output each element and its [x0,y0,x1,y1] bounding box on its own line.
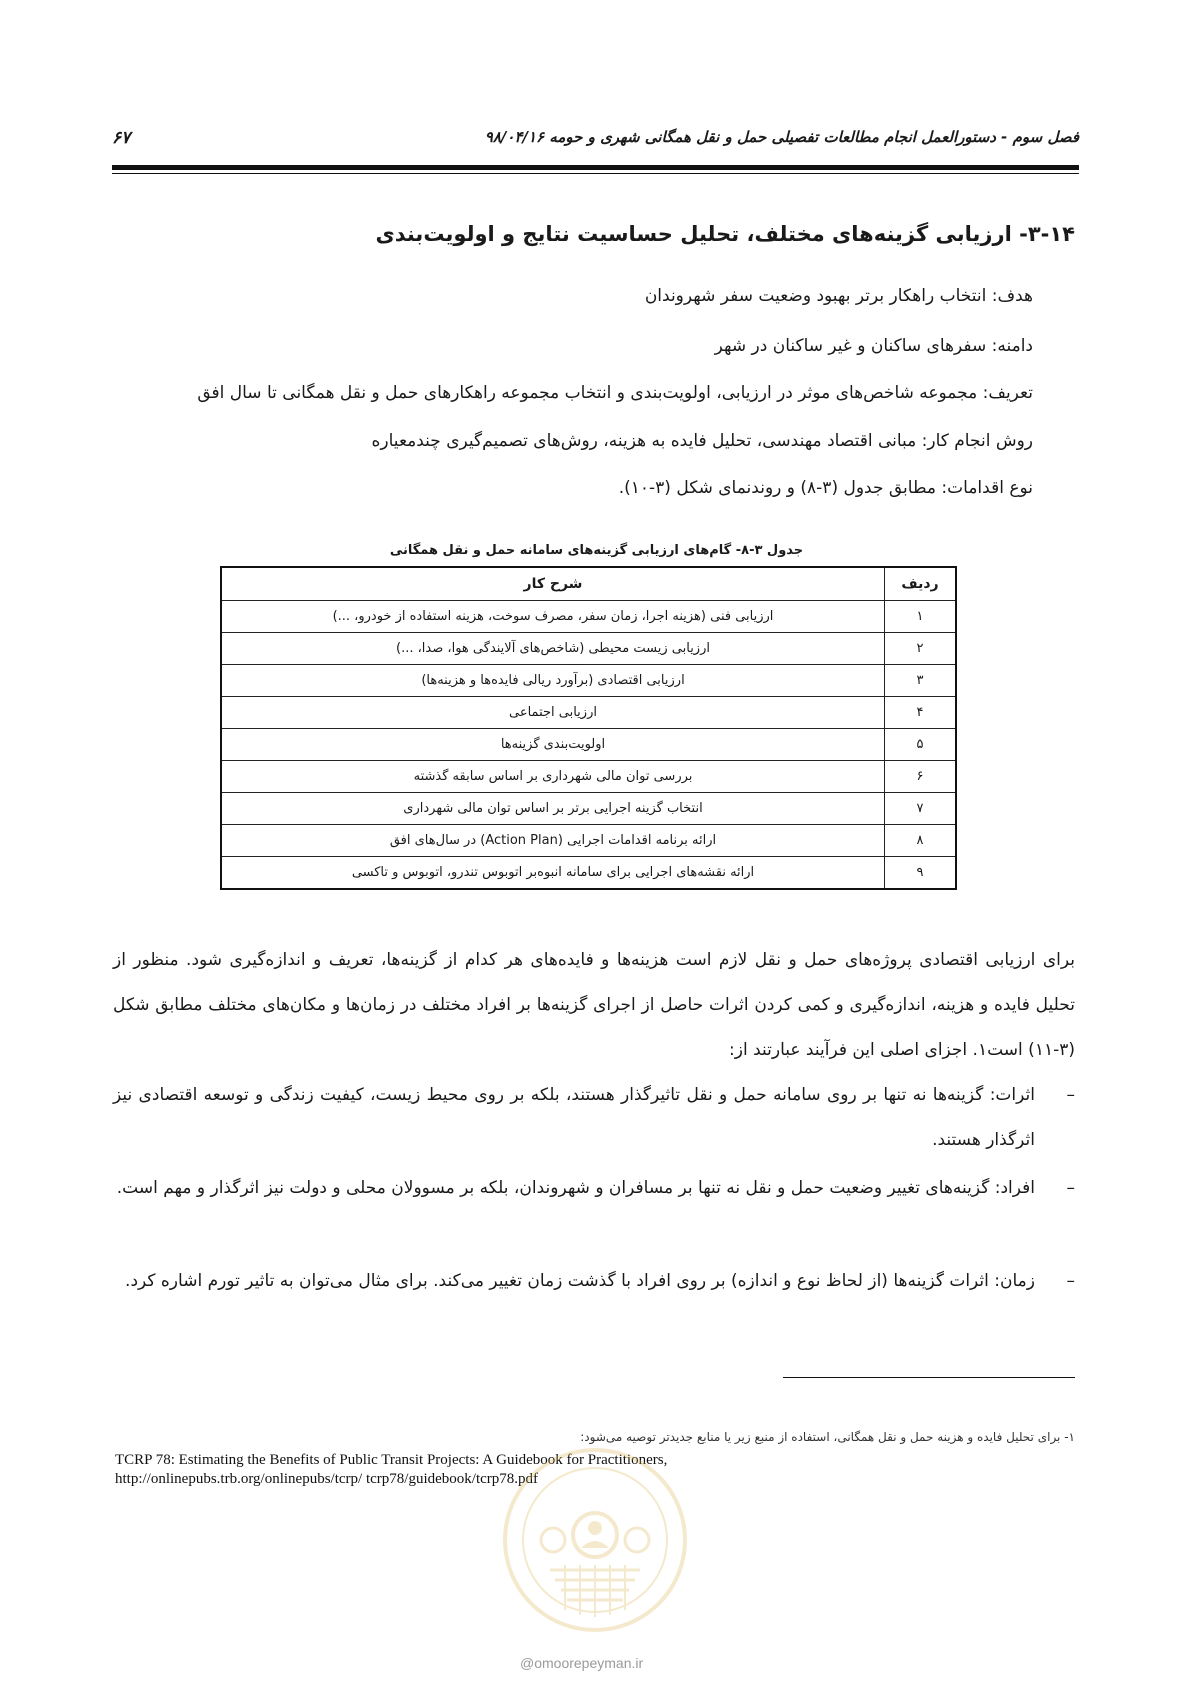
row-number: ۸ [885,825,956,857]
row-number: ۵ [885,729,956,761]
watermark-seal-icon [495,1440,695,1640]
list-item [113,1259,1075,1304]
row-description: اولویت‌بندی گزینه‌ها [222,729,885,761]
bullet-text: افراد: گزینه‌های تغییر وضعیت حمل و نقل نه تنها بر مسافران و شهروندان، بلکه بر مسوولان محلی و دولت نیز اثرگذار و مهم است. [116,1178,1035,1198]
list-item [113,1073,1075,1163]
watermark-text: @omoorepeyman.ir [520,1655,644,1671]
row-number: ۱ [885,601,956,633]
steps-table [221,567,956,889]
table-header-row [222,568,956,601]
definition-definition: تعریف: مجموعه شاخص‌های موثر در ارزیابی، اولویت‌بندی و انتخاب مجموعه راهکارهای حمل و نقل همگانی تا سال افق [197,383,1033,403]
header-rule-thick [112,165,1079,170]
header-description: شرح کار [222,568,885,601]
table-caption: جدول ۳-۸- گام‌های ارزیابی گزینه‌های سامانه حمل و نقل همگانی [389,543,804,558]
table-row [222,761,956,793]
table-row [222,633,956,665]
row-description: انتخاب گزینه اجرایی برتر بر اساس توان مالی شهرداری [222,793,885,825]
bullet-marker: – [1066,1178,1075,1198]
footnote-url: http://onlinepubs.trb.org/onlinepubs/tcrp/ tcrp78/guidebook/tcrp78.pdf [115,1471,539,1487]
row-number: ۷ [885,793,956,825]
definition-goal: هدف: انتخاب راهکار برتر بهبود وضعیت سفر شهروندان [644,286,1033,306]
bullet-marker: – [1066,1085,1075,1105]
row-number: ۴ [885,697,956,729]
bullet-text: زمان: اثرات گزینه‌ها (از لحاظ نوع و اندازه) بر روی افراد با گذشت زمان تغییر می‌کند. برای مثال می‌توان به تاثیر تورم اشاره کرد. [125,1271,1035,1291]
footnote-rule [783,1377,1075,1378]
definition-method: روش انجام کار: مبانی اقتصاد مهندسی، تحلیل فایده به هزینه، روش‌های تصمیم‌گیری چندمعیاره [371,431,1033,451]
row-description: ارائه نقشه‌های اجرایی برای سامانه انبوه‌بر اتوبوس تندرو، اتوبوس و تاکسی [222,857,885,889]
table-row [222,729,956,761]
row-description: ارزیابی فنی (هزینه اجرا، زمان سفر، مصرف سوخت، هزینه استفاده از خودرو، ...) [222,601,885,633]
section-heading: ۳-۱۴- ارزیابی گزینه‌های مختلف، تحلیل حساسیت نتایج و اولویت‌بندی [375,222,1075,246]
row-description: ارزیابی اقتصادی (برآورد ریالی فایده‌ها و هزینه‌ها) [222,665,885,697]
running-header [112,128,1079,154]
bullet-text: اثرات: گزینه‌ها نه تنها بر روی سامانه حمل و نقل تاثیرگذار هستند، بلکه بر روی محیط زیست، کیفیت زندگی و توسعه اقتصادی نیز اثرگذار هستند. [113,1085,1035,1150]
row-number: ۲ [885,633,956,665]
header-row-number: ردیف [885,568,956,601]
definition-actions: نوع اقدامات: مطابق جدول (۳-۸) و روندنمای شکل (۳-۱۰). [618,478,1033,498]
row-number: ۶ [885,761,956,793]
definition-scope: دامنه: سفرهای ساکنان و غیر ساکنان در شهر [714,336,1033,356]
bullet-marker: – [1066,1271,1075,1291]
table-row [222,793,956,825]
table-row [222,825,956,857]
table-row [222,857,956,889]
row-description: ارزیابی اجتماعی [222,697,885,729]
table-row [222,665,956,697]
footnote-reference: TCRP 78: Estimating the Benefits of Public Transit Projects: A Guidebook for Practitioners, [115,1452,668,1468]
row-number: ۳ [885,665,956,697]
body-paragraph: برای ارزیابی اقتصادی پروژه‌های حمل و نقل لازم است هزینه‌ها و فایده‌های هر کدام از گزینه‌ها، تعریف و اندازه‌گیری شود. منظور از تحلیل فایده و هزینه، اندازه‌گیری و کمی کردن اثرات حاصل از اجرای گزینه‌ها بر افراد مختلف در زمان‌ها و مکان‌های مختلف مطابق شکل (۳-۱۱) است۱. اجزای اصلی این فرآیند عبارتند از: [113,950,1075,1060]
list-item [113,1166,1075,1211]
page-number: ۶۷ [112,128,131,148]
row-description: ارائه برنامه اقدامات اجرایی (Action Plan) در سال‌های افق [222,825,885,857]
table-row [222,601,956,633]
row-description: بررسی توان مالی شهرداری بر اساس سابقه گذشته [222,761,885,793]
row-description: ارزیابی زیست محیطی (شاخص‌های آلایندگی هوا، صدا، ...) [222,633,885,665]
table-row [222,697,956,729]
table-body [222,601,956,889]
footnote-text: ۱- برای تحلیل فایده و هزینه حمل و نقل همگانی، استفاده از منبع زیر یا منابع جدیدتر توصیه می‌شود: [580,1430,1075,1444]
row-number: ۹ [885,857,956,889]
header-rule-thin [112,173,1079,174]
chapter-title: فصل سوم - دستورالعمل انجام مطالعات تفصیلی حمل و نقل همگانی شهری و حومه ۹۸/۰۴/۱۶ [484,128,1079,146]
